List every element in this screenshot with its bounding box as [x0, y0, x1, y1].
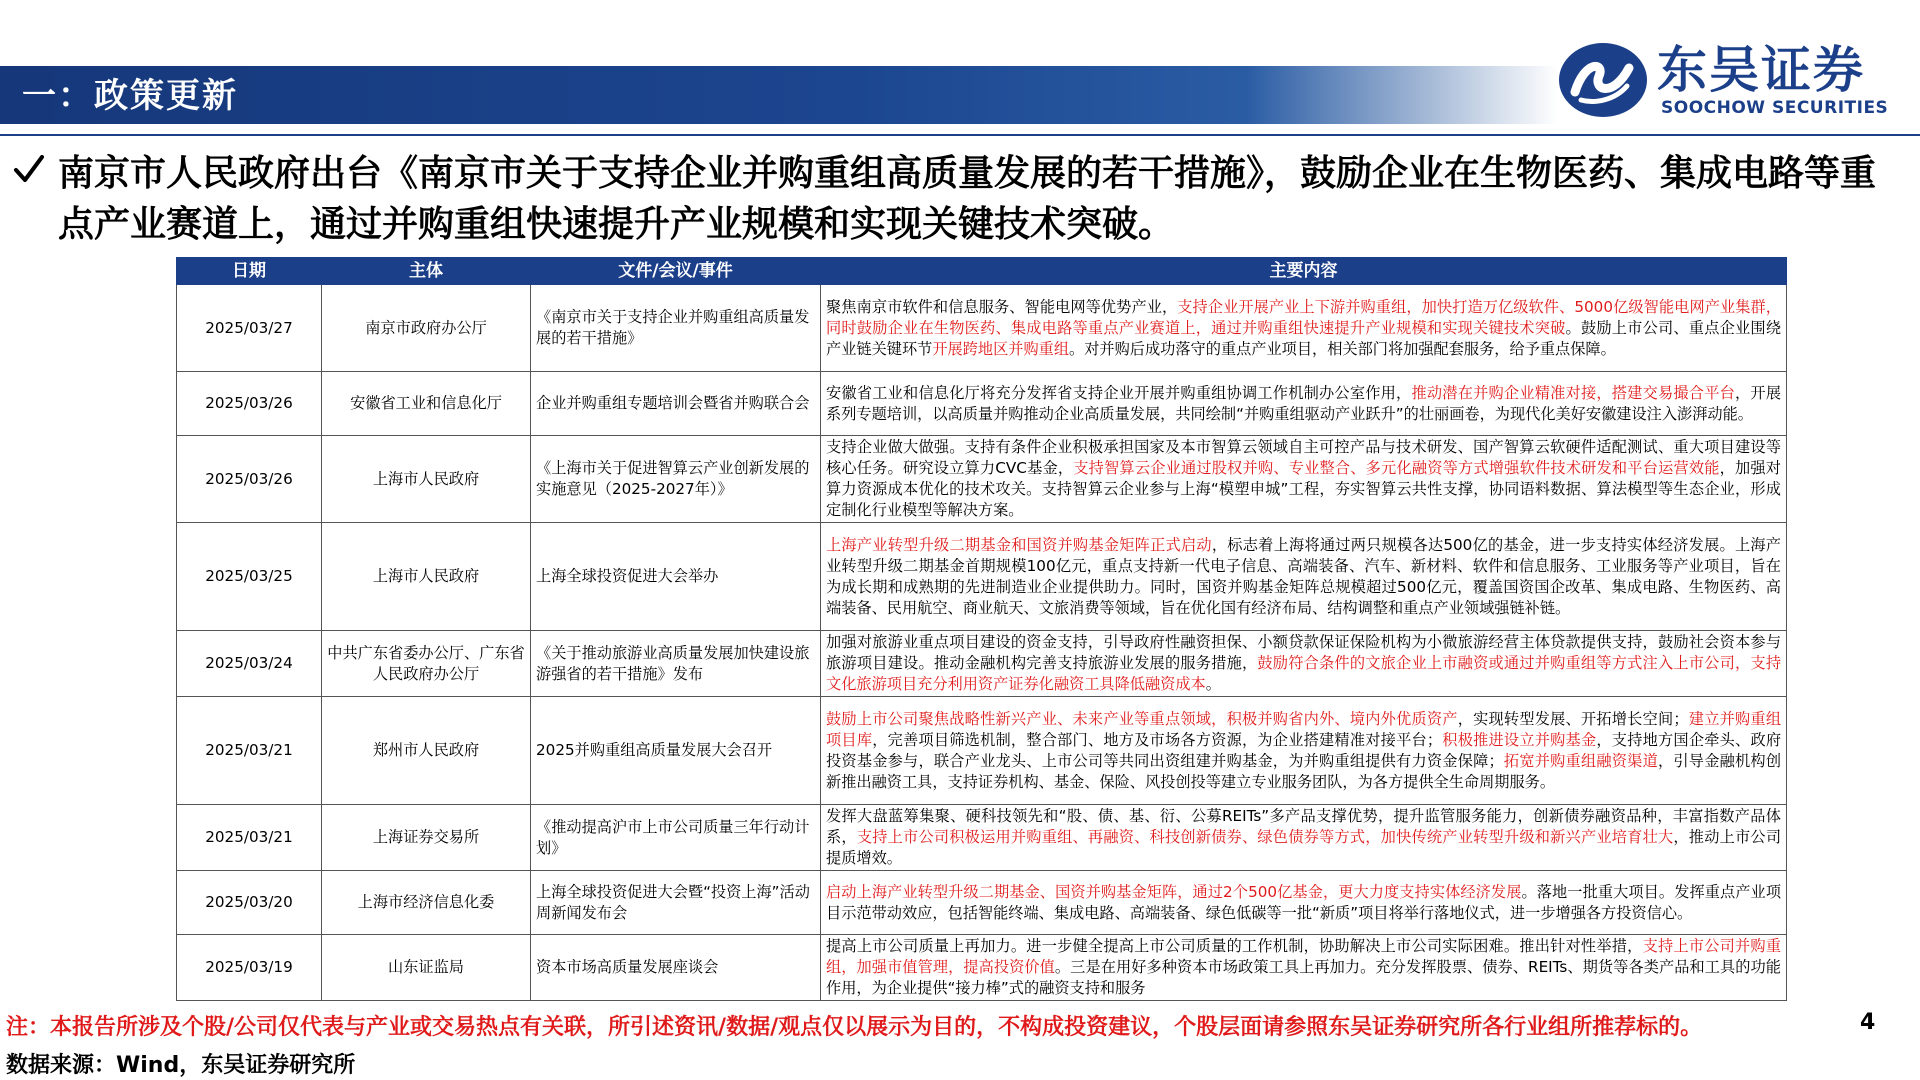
row-date: 2025/03/19 [177, 935, 322, 1001]
content-text: 。对并购后成功落守的重点产业项目，相关部门将加强配套服务，给予重点保障。 [1069, 339, 1616, 358]
row-content [821, 697, 1787, 805]
row-date: 2025/03/21 [177, 805, 322, 871]
row-content [821, 285, 1787, 372]
content-text: ，实现转型发展、开拓增长空间； [1457, 709, 1689, 728]
row-date: 2025/03/21 [177, 697, 322, 805]
header-content: 主要内容 [821, 258, 1787, 285]
disclaimer: 注：本报告所涉及个股/公司仅代表与产业或交易热点有关联，所引述资讯/数据/观点仅以展示为目的，不构成投资建议，个股层面请参照东吴证券研究所各行业组所推荐标的。 [6, 1015, 1703, 1040]
content-text: 发挥大盘蓝筹集聚、硬科技领先和“股、债、基、衍、公募REITs”多产品支撑优势，提升监管服务能力，创新债券融资品种，丰富指数产品体系， [826, 807, 1781, 846]
highlight-text: 上海产业转型升级二期基金和国资并购基金矩阵正式启动 [826, 535, 1212, 554]
row-event: 《推动提高沪市上市公司质量三年行动计划》 [531, 805, 821, 871]
content-text: 支持企业做大做强。支持有条件企业积极承担国家及本市智算云领域自主可控产品与技术研发、国产智算云软硬件适配测试、重大项目建设等核心任务。研究设立算力CVC基金， [826, 438, 1781, 477]
table-header-row [177, 258, 1787, 285]
policy-table [176, 257, 1787, 1001]
content-text: ，支持地方国企牵头、政府投资基金参与，联合产业龙头、上市公司等共同出资组建并购基金，为并购重组提供有力资金保障； [826, 730, 1782, 770]
table-row [177, 436, 1787, 523]
highlight-text: 推动潜在并购企业精准对接，搭建交易撮合平台 [1411, 383, 1736, 402]
row-org: 上海证券交易所 [322, 805, 531, 871]
row-date: 2025/03/26 [177, 436, 322, 523]
table-row [177, 285, 1787, 372]
table-row [177, 935, 1787, 1001]
logo-english-text: SOOCHOW SECURITIES [1661, 98, 1889, 118]
highlight-text: 支持企业开展产业上下游并购重组，加快打造万亿级软件、5000亿级智能电网产业集群，同时鼓励企业在生物医药、集成电路等重点产业赛道上，通过并购重组快速提升产业规模和实现关键技术突破 [826, 297, 1781, 337]
row-content [821, 631, 1787, 697]
content-text: 。鼓励上市公司、重点企业围绕产业链关键环节 [826, 318, 1782, 358]
data-source: 数据来源：Wind，东吴证券研究所 [6, 1053, 356, 1078]
row-content [821, 805, 1787, 871]
row-event: 2025并购重组高质量发展大会召开 [531, 697, 821, 805]
row-content [821, 523, 1787, 631]
content-text: 。 [1205, 675, 1221, 693]
content-text: 。三是在用好多种资本市场政策工具上再加力。充分发挥股票、债券、REITs、期货等各类产品和工具的功能作用，为企业提供“接力棒”式的融资支持和服务 [826, 958, 1781, 997]
row-content [821, 935, 1787, 1001]
table-row [177, 805, 1787, 871]
row-org: 上海市人民政府 [322, 523, 531, 631]
content-text: ，引导金融机构创新推出融资工具，支持证券机构、基金、保险、风投创投等建立专业服务团队，为各方提供全生命周期服务。 [826, 751, 1782, 791]
logo-chinese-text: 东吴证券 [1657, 41, 1865, 99]
headline: 南京市人民政府出台《南京市关于支持企业并购重组高质量发展的若干措施》，鼓励企业在生物医药、集成电路等重点产业赛道上，通过并购重组快速提升产业规模和实现关键技术突破。 [58, 153, 1877, 245]
highlight-text: 支持上市公司并购重组，加强市值管理，提高投资价值 [826, 937, 1782, 976]
content-text: 聚焦南京市软件和信息服务、智能电网等优势产业， [826, 297, 1178, 316]
highlight-text: 拓宽并购重组融资渠道 [1503, 751, 1658, 770]
row-content [821, 436, 1787, 523]
row-org: 郑州市人民政府 [322, 697, 531, 805]
table-row [177, 697, 1787, 805]
row-date: 2025/03/26 [177, 372, 322, 436]
content-text: ，加强对算力资源成本优化的技术攻关。支持智算云企业参与上海“模塑申城”工程，夯实智算云共性支撑，协同语料数据、算法模型等生态企业，形成定制化行业模型等解决方案。 [826, 459, 1781, 519]
row-date: 2025/03/20 [177, 871, 322, 935]
content-text: 安徽省工业和信息化厅将充分发挥省支持企业开展并购重组协调工作机制办公室作用， [826, 383, 1412, 402]
header-org: 主体 [322, 258, 531, 285]
section-title: 一：政策更新 [22, 76, 238, 116]
header-divider [0, 134, 1920, 136]
row-org: 上海市经济信息化委 [322, 871, 531, 935]
content-text: ，完善项目筛选机制，整合部门、地方及市场各方资源，为企业搭建精准对接平台； [872, 730, 1443, 749]
row-org: 南京市政府办公厅 [322, 285, 531, 372]
checkmark-icon [12, 152, 46, 186]
highlight-text: 开展跨地区并购重组 [932, 339, 1069, 358]
highlight-text: 启动上海产业转型升级二期基金、国资并购基金矩阵，通过2个500亿基金，更大力度支持实体经济发展 [826, 882, 1522, 901]
row-org: 上海市人民政府 [322, 436, 531, 523]
header-event: 文件/会议/事件 [531, 258, 821, 285]
row-event: 企业并购重组专题培训会暨省并购联合会 [531, 372, 821, 436]
table-row [177, 871, 1787, 935]
highlight-text: 支持智算云企业通过股权并购、专业整合、多元化融资等方式增强软件技术研发和平台运营效能 [1073, 459, 1720, 477]
soochow-logo-icon [1555, 40, 1651, 120]
table-row [177, 372, 1787, 436]
row-event: 上海全球投资促进大会举办 [531, 523, 821, 631]
brand-logo [1555, 40, 1895, 120]
row-event: 《南京市关于支持企业并购重组高质量发展的若干措施》 [531, 285, 821, 372]
row-date: 2025/03/27 [177, 285, 322, 372]
highlight-text: 鼓励符合条件的文旅企业上市融资或通过并购重组等方式注入上市公司，支持文化旅游项目充分利用资产证券化融资工具降低融资成本 [826, 654, 1782, 693]
content-text: ，开展系列专题培训，以高质量并购推动企业高质量发展，共同绘制“并购重组驱动产业跃升”的壮丽画卷，为现代化美好安徽建设注入澎湃动能。 [826, 383, 1782, 423]
content-text: ，标志着上海将通过两只规模各达500亿的基金，进一步支持实体经济发展。上海产业转型升级二期基金首期规模100亿元，重点支持新一代电子信息、高端装备、汽车、新材料、软件和信息服务、工业服务等产业项目，旨在为成长期和成熟期的先进制造业企业提供助力。同时，国资并购基金矩阵总规模超过500亿元，覆盖国资国企改革、集成电路、生物医药、高端装备、民用航空、商业航天、文旅消费等领域，旨在优化国有经济布局、结构调整和重点产业领域强链补链。 [826, 535, 1781, 617]
row-date: 2025/03/24 [177, 631, 322, 697]
highlight-text: 积极推进设立并购基金 [1442, 730, 1597, 749]
page-number: 4 [1860, 1010, 1876, 1035]
header-date: 日期 [177, 258, 322, 285]
row-date: 2025/03/25 [177, 523, 322, 631]
content-text: 加强对旅游业重点项目建设的资金支持，引导政府性融资担保、小额贷款保证保险机构为小微旅游经营主体贷款提供支持，鼓励社会资本参与旅游项目建设。推动金融机构完善支持旅游业发展的服务措施， [826, 633, 1781, 672]
row-event: 资本市场高质量发展座谈会 [531, 935, 821, 1001]
row-org: 中共广东省委办公厅、广东省人民政府办公厅 [322, 631, 531, 697]
row-content [821, 372, 1787, 436]
row-org: 山东证监局 [322, 935, 531, 1001]
row-content [821, 871, 1787, 935]
row-org: 安徽省工业和信息化厅 [322, 372, 531, 436]
table-row [177, 631, 1787, 697]
content-text: 提高上市公司质量上再加力。进一步健全提高上市公司质量的工作机制，协助解决上市公司实际困难。推出针对性举措， [826, 937, 1643, 955]
row-event: 上海全球投资促进大会暨“投资上海”活动周新闻发布会 [531, 871, 821, 935]
content-text: ，推动上市公司提质增效。 [826, 828, 1782, 867]
highlight-text: 支持上市公司积极运用并购重组、再融资、科技创新债券、绿色债券等方式，加快传统产业转型升级和新兴产业培育壮大 [856, 828, 1674, 846]
content-text: 。落地一批重大项目。发挥重点产业项目示范带动效应，包括智能终端、集成电路、高端装备、绿色低碳等一批“新质”项目将举行落地仪式，进一步增强各方投资信心。 [826, 882, 1782, 922]
row-event: 《关于推动旅游业高质量发展加快建设旅游强省的若干措施》发布 [531, 631, 821, 697]
highlight-text: 鼓励上市公司聚焦战略性新兴产业、未来产业等重点领域，积极并购省内外、境内外优质资产 [826, 709, 1458, 728]
table-row [177, 523, 1787, 631]
row-event: 《上海市关于促进智算云产业创新发展的实施意见（2025-2027年）》 [531, 436, 821, 523]
highlight-text: 建立并购重组项目库 [826, 709, 1782, 749]
